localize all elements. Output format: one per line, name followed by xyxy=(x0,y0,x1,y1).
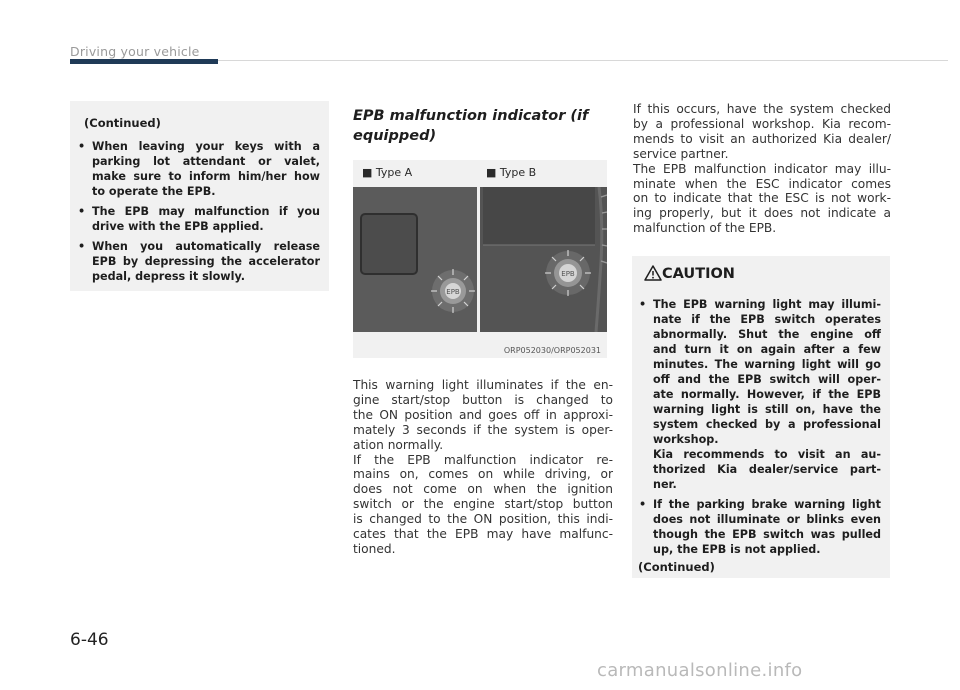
cluster-illustration-b xyxy=(480,187,607,332)
list-item: • If the parking brake warning light does not illuminate or blinks even though the EPB switch was pulled up, the EPB is not applied. xyxy=(639,498,881,556)
caution-title: CAUTION xyxy=(662,266,735,282)
type-b-label: ■ Type B xyxy=(486,166,537,179)
list-item: • The EPB may malfunction if you drive with the EPB applied. xyxy=(78,205,320,233)
figure-caption: ORP052030/ORP052031 xyxy=(503,346,601,355)
list-item: • When leaving your keys with a parking lot attendant or valet, make sure to inform him/her how to operate the EPB. xyxy=(78,140,320,198)
running-header: Driving your vehicle xyxy=(70,44,200,59)
header-accent-bar xyxy=(70,59,218,64)
list-item: • When you automatically release EPB by depressing the accelerator pedal, depress it slowly. xyxy=(78,240,320,283)
page-number: 6-46 xyxy=(70,630,109,650)
continued-label: (Continued) xyxy=(638,560,715,574)
watermark: carmanualsonline.info xyxy=(597,660,803,681)
epb-indicator-text: EPB xyxy=(561,270,575,278)
epb-indicator-figure xyxy=(353,160,607,358)
cluster-image-type-b xyxy=(480,187,607,332)
warning-triangle-icon xyxy=(644,265,662,281)
epb-indicator-text: EPB xyxy=(446,288,460,296)
section-title: EPB malfunction indicator (if equipped) xyxy=(353,108,589,144)
body-paragraph: This warning light illuminates if the en- gine start/stop button is changed to the ON position and goes off in approxi- mately 3 seconds if the system is oper- ation normally. If the EPB malfunction indicator re- mains on, comes on while driving, or does not come on when the ignition switch or the engine start/stop button is changed to the ON position, this indi- cates that the EPB may have malfunc- tioned. xyxy=(353,378,613,556)
list-item: • The EPB warning light may illumi- nate if the EPB switch operates abnormally. Shut the engine off and turn it on again after a few minutes. The warning light will go off and the EPB switch will oper- ate normally. However, if the EPB warning light is still on, have the system checked by a professional workshop. Kia recommends to visit an au- thorized Kia dealer/service part- ner. xyxy=(639,298,881,491)
body-paragraph: If this occurs, have the system checked by a professional workshop. Kia recom- mends to visit an authorized Kia dealer/ service partner. The EPB malfunction indicator may illu- minate when the ESC indicator comes on to indicate that the ESC is not work- ing properly, but it does not indicate a malfunction of the EPB. xyxy=(633,102,891,236)
cluster-image-type-a xyxy=(353,187,477,332)
cluster-illustration-a xyxy=(353,187,477,332)
continued-label: (Continued) xyxy=(84,116,161,130)
type-a-label: ■ Type A xyxy=(362,166,413,179)
